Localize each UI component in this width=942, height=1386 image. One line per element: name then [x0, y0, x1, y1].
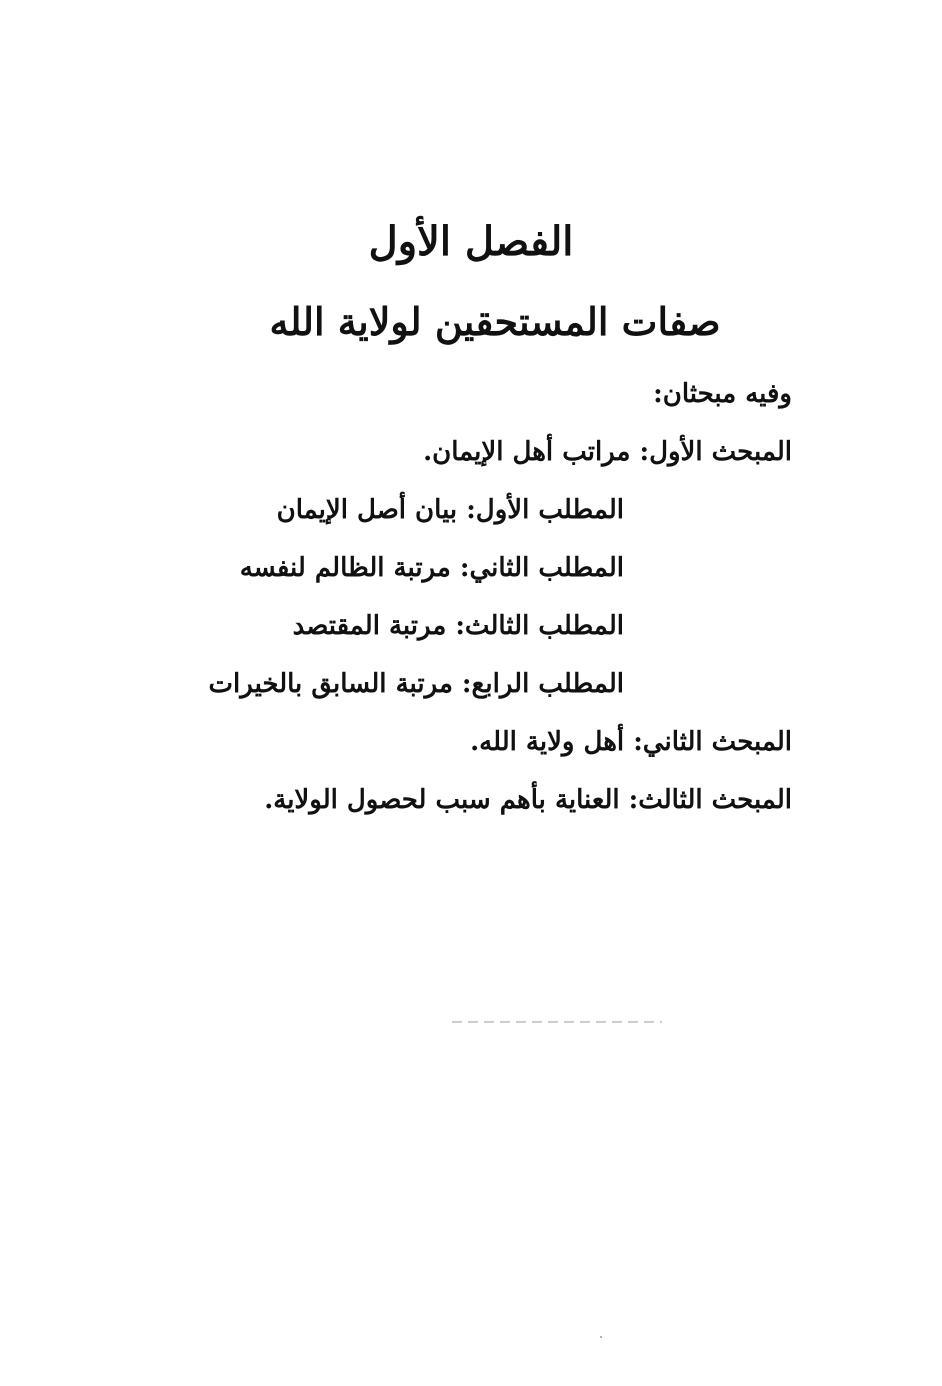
- subsection-1-2: المطلب الثاني: مرتبة الظالم لنفسه: [239, 553, 624, 583]
- subsection-1-3: المطلب الثالث: مرتبة المقتصد: [292, 611, 624, 641]
- chapter-contents: [172, 365, 792, 829]
- subsection-1-4: المطلب الرابع: مرتبة السابق بالخيرات: [208, 669, 624, 699]
- chapter-subtitle: صفات المستحقين لولاية الله: [269, 299, 721, 344]
- chapter-title: الفصل الأول: [368, 218, 574, 265]
- section-2: المبحث الثاني: أهل ولاية الله.: [470, 727, 792, 757]
- contents-intro: وفيه مبحثان:: [653, 379, 792, 409]
- scan-artifact-line: [452, 1021, 662, 1023]
- scan-artifact-dot: [600, 1336, 602, 1338]
- section-1: المبحث الأول: مراتب أهل الإيمان.: [423, 437, 792, 467]
- section-3: المبحث الثالث: العناية بأهم سبب لحصول الولاية.: [264, 785, 792, 815]
- subsection-1-1: المطلب الأول: بيان أصل الإيمان: [276, 495, 624, 525]
